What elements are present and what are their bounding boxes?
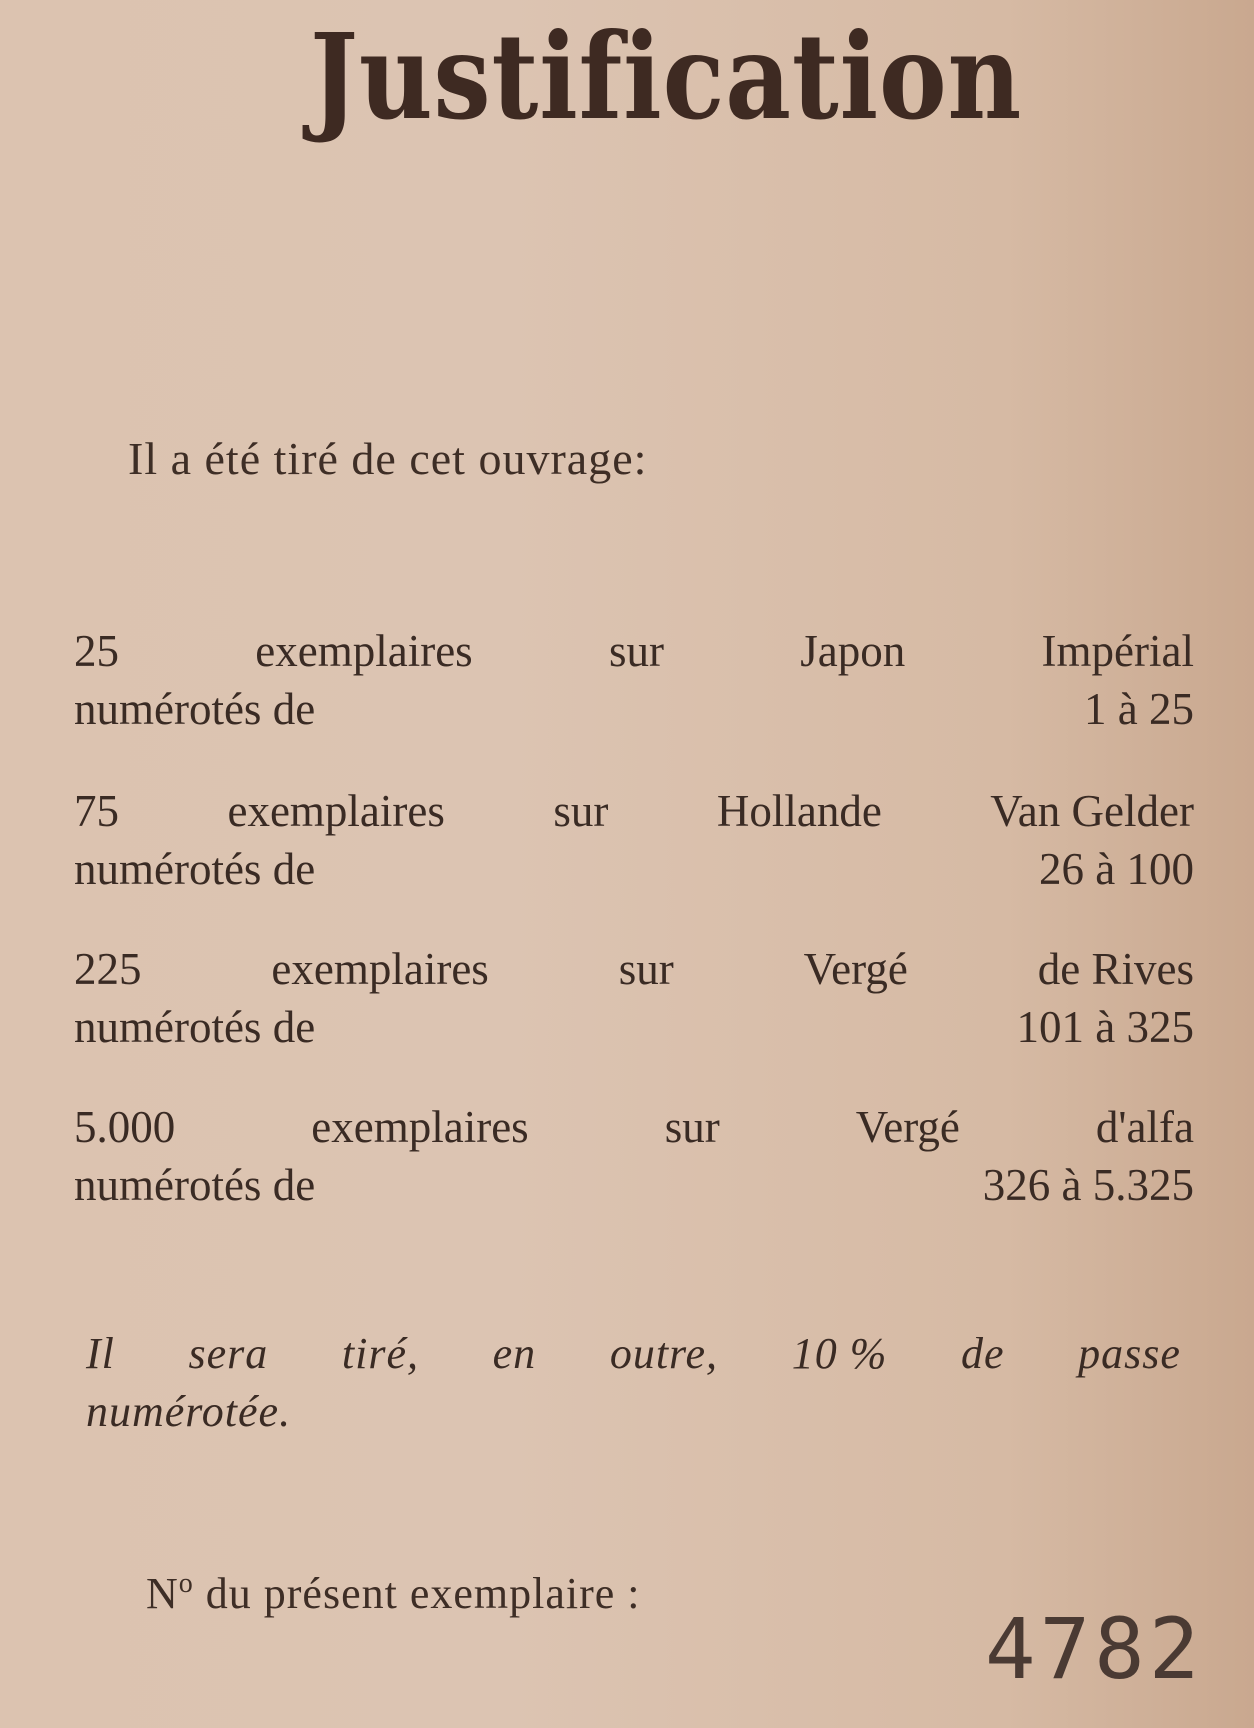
- edition-word: exemplaires: [227, 786, 445, 836]
- note-line-1: [86, 1325, 1181, 1383]
- edition-paper: Van Gelder: [990, 786, 1194, 836]
- edition-word: exemplaires: [311, 1102, 529, 1152]
- edition-entry: [74, 1098, 1194, 1214]
- edition-paper: Vergé: [855, 1102, 960, 1152]
- edition-count: 5.000: [74, 1102, 176, 1152]
- numbered-label: numérotés de: [74, 684, 316, 734]
- number-range: 1 à 25: [1084, 684, 1194, 734]
- note-percentage: 10 %: [791, 1329, 888, 1378]
- copy-number: 4782: [985, 1600, 1204, 1698]
- edition-numbering: [74, 840, 1194, 898]
- number-abbrev: N: [146, 1569, 179, 1618]
- edition-paper: Impérial: [1041, 626, 1194, 676]
- supplementary-note: [86, 1325, 1181, 1441]
- edition-description: [74, 1098, 1194, 1156]
- intro-text: Il a été tiré de cet ouvrage:: [128, 433, 648, 484]
- note-word: Il: [86, 1329, 115, 1378]
- note-word: en: [492, 1329, 537, 1378]
- edition-numbering: [74, 680, 1194, 738]
- edition-count: 25: [74, 626, 119, 676]
- numbered-label: numérotés de: [74, 844, 316, 894]
- edition-word: sur: [553, 786, 609, 836]
- note-word: de: [960, 1329, 1005, 1378]
- note-word: outre,: [609, 1329, 719, 1378]
- edition-paper: d'alfa: [1095, 1102, 1194, 1152]
- numbered-label: numérotés de: [74, 1002, 316, 1052]
- edition-description: [74, 622, 1194, 680]
- edition-entry: [74, 782, 1194, 898]
- edition-description: [74, 782, 1194, 840]
- edition-paper: Vergé: [803, 944, 908, 994]
- number-range: 101 à 325: [1016, 1002, 1194, 1052]
- number-range: 326 à 5.325: [982, 1160, 1194, 1210]
- note-line-2: numérotée.: [86, 1387, 292, 1436]
- note-word: tiré,: [341, 1329, 420, 1378]
- edition-word: exemplaires: [271, 944, 489, 994]
- edition-entry: [74, 622, 1194, 738]
- number-abbrev-sup: o: [178, 1568, 194, 1599]
- number-range: 26 à 100: [1039, 844, 1194, 894]
- edition-numbering: [74, 1156, 1194, 1214]
- edition-numbering: [74, 998, 1194, 1056]
- edition-count: 75: [74, 786, 119, 836]
- page-title: Justification: [310, 7, 1023, 146]
- edition-paper: Japon: [800, 626, 906, 676]
- note-word: passe: [1078, 1329, 1181, 1378]
- numbered-label: numérotés de: [74, 1160, 316, 1210]
- edition-word: sur: [608, 626, 664, 676]
- edition-word: sur: [664, 1102, 720, 1152]
- note-word: sera: [188, 1329, 269, 1378]
- edition-paper: Hollande: [716, 786, 882, 836]
- edition-word: exemplaires: [255, 626, 473, 676]
- edition-paper: de Rives: [1037, 944, 1194, 994]
- edition-count: 225: [74, 944, 142, 994]
- copy-label-text: du présent exemplaire :: [193, 1569, 641, 1618]
- edition-description: [74, 940, 1194, 998]
- edition-word: sur: [618, 944, 674, 994]
- copy-number-label: [146, 1568, 641, 1619]
- edition-entry: [74, 940, 1194, 1056]
